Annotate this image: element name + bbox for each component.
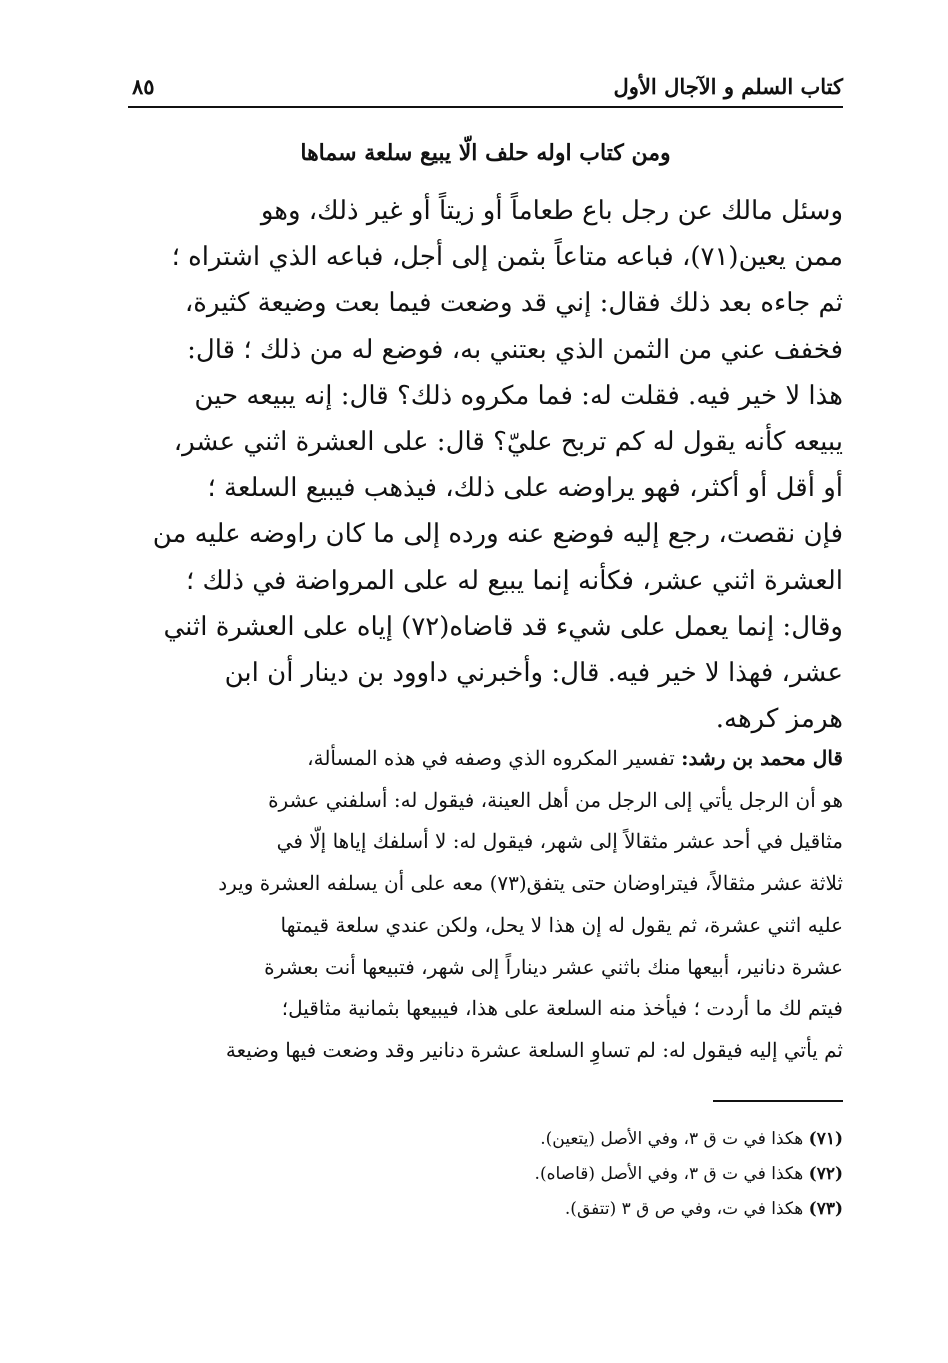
page-number: ٨٥: [132, 74, 155, 99]
footnote: [300, 1122, 843, 1157]
text-line: هو أن الرجل يأتي إلى الرجل من أهل العينة، فيقول له: أسلفني عشرة: [268, 787, 843, 812]
text-line-rest: تفسير المكروه الذي وصفه في هذه المسألة،: [307, 746, 675, 770]
footnote-number: (٧٢): [808, 1164, 843, 1184]
footnote-text: هكذا في ت، وفي ص ق ٣ (تتفق).: [564, 1199, 804, 1219]
page-header: [128, 70, 843, 108]
text-line: [128, 738, 843, 780]
text-line: هرمز كرهه.: [715, 704, 843, 735]
speaker-label: قال محمد بن رشد:: [681, 746, 843, 770]
footnote-text: هكذا في ت ق ٣، وفي الأصل (قاصاه).: [534, 1164, 804, 1184]
text-line: فيتم لك ما أردت ؛ فيأخذ منه السلعة على هذا، فيبيعها بثمانية مثاقيل؛: [281, 996, 843, 1021]
text-line: ثلاثة عشر مثقالاً، فيتراوضان حتى يتفق(٧٣) معه على أن يسلفه العشرة ويرد: [218, 871, 843, 896]
text-line: فخفف عني من الثمن الذي بعتني به، فوضع له من ذلك ؛ قال:: [187, 334, 843, 365]
text-line: عشرة دنانير، أبيعها منك باثني عشر ديناراً إلى شهر، فتبيعها أنت بعشرة: [264, 954, 843, 979]
text-line: وقال: إنما يعمل على شيء قد قاضاه(٧٢) إياه على العشرة اثني: [163, 611, 843, 642]
text-line: مثاقيل في أحد عشر مثقالاً إلى شهر، فيقول له: لا أسلفك إياها إلّا في: [276, 829, 843, 854]
footnote-text: هكذا في ت ق ٣، وفي الأصل (يتعين).: [540, 1129, 804, 1149]
running-title: كتاب السلم و الآجال الأول: [613, 74, 843, 99]
text-line: هذا لا خير فيه. فقلت له: فما مكروه ذلك؟ قال: إنه يبيعه حين: [194, 380, 843, 411]
text-line: يبيعه كأنه يقول له كم تربح عليّ؟ قال: على العشرة اثني عشر،: [173, 427, 843, 458]
footnote-number: (٧١): [808, 1129, 843, 1149]
text-line: وسئل مالك عن رجل باع طعاماً أو زيتاً أو غير ذلك، وهو: [260, 196, 843, 226]
footnote-divider: [713, 1100, 843, 1102]
text-line: ثم يأتي إليه فيقول له: لم تساوِ السلعة عشرة دنانير وقد وضعت فيها وضيعة: [225, 1037, 843, 1062]
text-line: فإن نقصت، رجع إليه فوضع عنه ورده إلى ما كان راوضه عليه من: [152, 519, 843, 550]
footnote: [300, 1192, 843, 1227]
text-line: عليه اثني عشرة، ثم يقول له إن هذا لا يحل، ولكن عندي سلعة قيمتها: [280, 912, 843, 937]
text-line: ممن يعين(٧١)، فباعه متاعاً بثمن إلى أجل، فباعه الذي اشتراه ؛: [171, 242, 843, 273]
footnotes: [300, 1122, 843, 1227]
text-line: العشرة اثني عشر، فكأنه إنما يبيع له على المرواضة في ذلك ؛: [186, 565, 843, 596]
text-line: ثم جاءه بعد ذلك فقال: إني قد وضعت فيما بعت وضيعة كثيرة،: [184, 288, 843, 319]
footnote: [300, 1157, 843, 1192]
text-line: أو أقل أو أكثر، فهو يراوضه على ذلك، فيذهب فيبيع السلعة ؛: [207, 473, 843, 504]
footnote-number: (٧٣): [808, 1199, 843, 1219]
section-heading: ومن كتاب اوله حلف الّا يبيع سلعة سماها: [300, 140, 671, 166]
text-line: عشر، فهذا لا خير فيه. قال: وأخبرني داوود بن دينار أن ابن: [224, 658, 843, 689]
paragraph-2: [128, 738, 843, 1072]
paragraph-1: [128, 188, 843, 742]
